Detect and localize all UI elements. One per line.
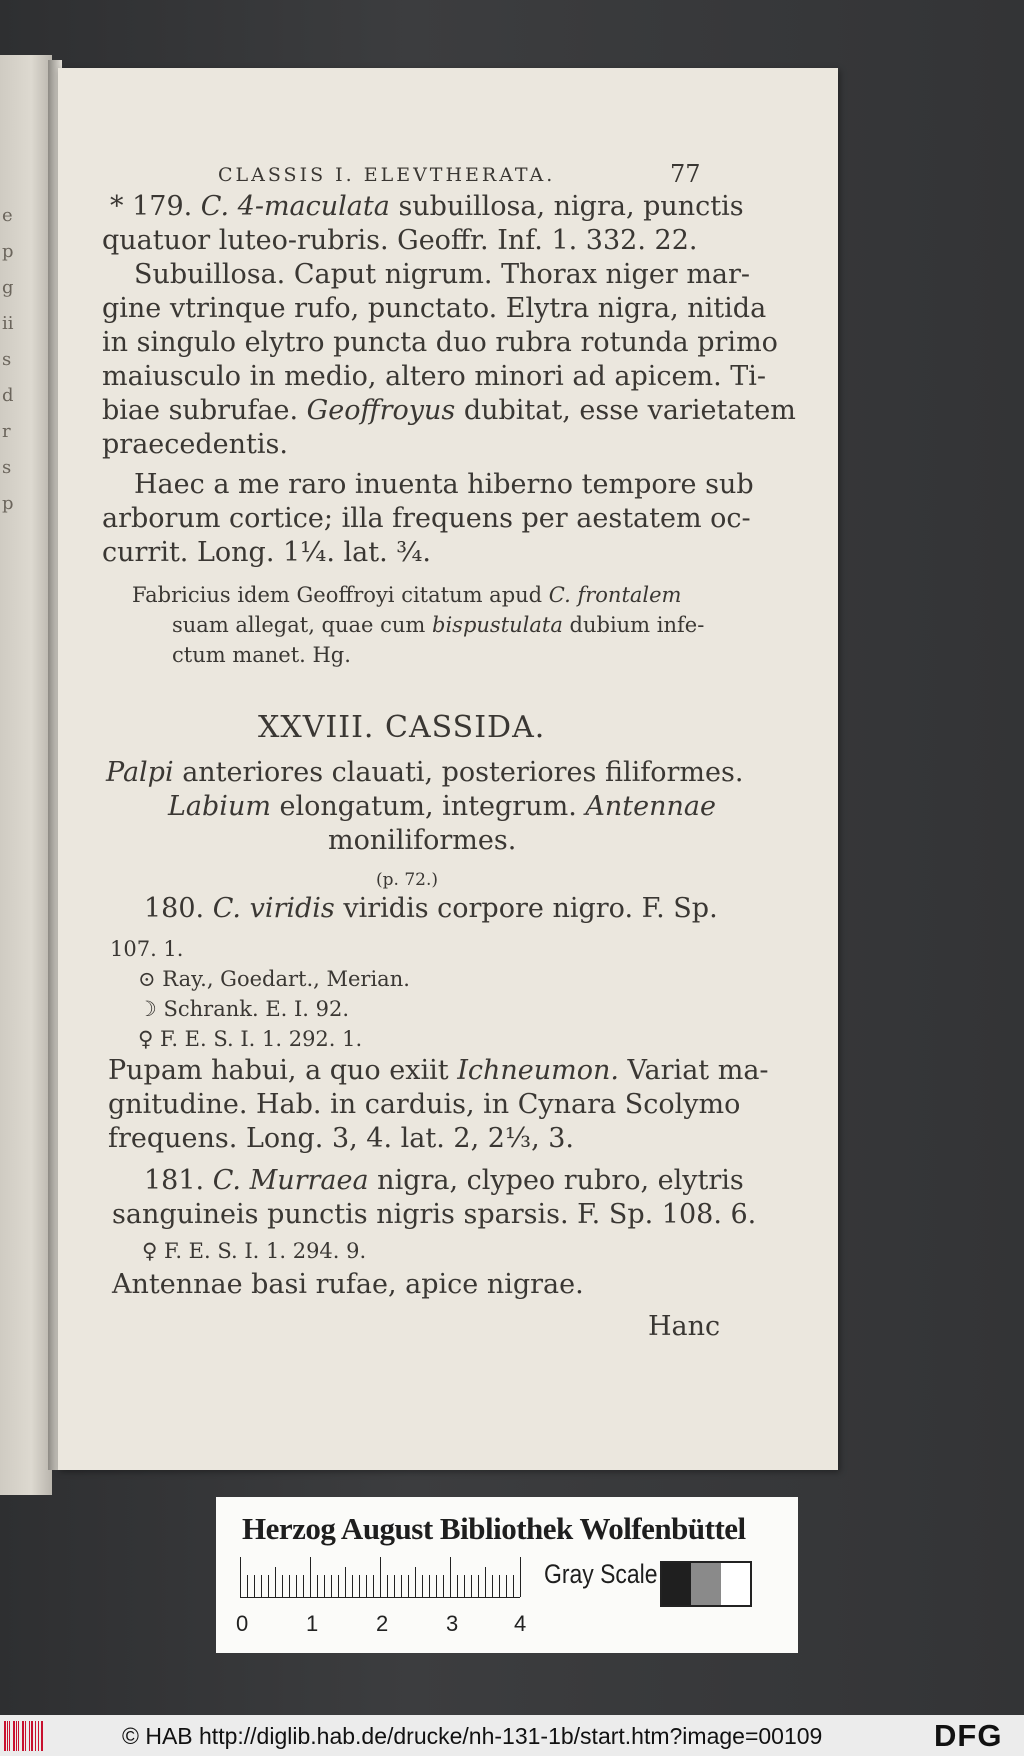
ruler-tick (450, 1557, 451, 1597)
ruler-tick (506, 1575, 507, 1597)
ruler-tick (240, 1557, 241, 1597)
barcode-bar (9, 1721, 10, 1751)
ruler-tick (401, 1575, 402, 1597)
palpi-line-1 (106, 756, 743, 790)
ruler-tick (282, 1575, 283, 1597)
pupam-line-1 (108, 1054, 769, 1088)
note-text: suam allegat, quae cum (172, 613, 433, 637)
book-page (58, 68, 838, 1470)
palpi-text: anteriores clauati, posteriores filiformes. (173, 757, 744, 788)
ruler-tick (485, 1567, 486, 1597)
ruler (240, 1557, 530, 1607)
ruler-tick (436, 1575, 437, 1597)
ruler-tick (443, 1575, 444, 1597)
previous-page-letter: p (2, 241, 14, 262)
desc-179-line-6: praecedentis. (102, 429, 288, 460)
barcode-bar (25, 1721, 26, 1751)
previous-page-letter: d (2, 385, 14, 406)
term: Palpi (106, 757, 174, 788)
ruler-tick (366, 1575, 367, 1597)
entry-179-line-1 (110, 190, 744, 224)
palpi-line-2 (168, 790, 716, 824)
ruler-number-0: 0 (236, 1611, 249, 1636)
desc-179-line-5 (102, 394, 796, 428)
entry-180-line-1 (144, 892, 718, 926)
palpi-text: elongatum, integrum. (270, 791, 586, 822)
ruler-tick (331, 1575, 332, 1597)
entry-number: 181. (144, 1165, 213, 1196)
desc-text: dubitat, esse varietatem (455, 395, 796, 426)
ruler-tick (394, 1575, 395, 1597)
ruler-tick (289, 1575, 290, 1597)
fabricius-line-3: ctum manet. Hg. (172, 643, 351, 667)
ruler-tick (408, 1575, 409, 1597)
term: Labium (168, 791, 271, 822)
desc-179-line-1: Subuillosa. Caput nigrum. Thorax niger mar- (134, 259, 751, 290)
desc-179-line-4: maiusculo in medio, altero minori ad apicem. Ti- (102, 361, 767, 392)
ref-180-3: ♀ F. E. S. I. 1. 292. 1. (138, 1027, 363, 1051)
entry-181-antennae: Antennae basi rufae, apice nigrae. (112, 1269, 584, 1300)
ref-181: ♀ F. E. S. I. 1. 294. 9. (142, 1239, 367, 1263)
term: Antennae (585, 791, 716, 822)
barcode-bar (7, 1721, 8, 1751)
running-head: CLASSIS I. ELEVTHERATA. (218, 164, 556, 186)
ruler-tick (352, 1575, 353, 1597)
ruler-tick (247, 1575, 248, 1597)
barcode-bar (13, 1721, 15, 1751)
color-target-stamp (216, 1497, 798, 1653)
dfg-logo: DFG (934, 1718, 1003, 1753)
entry-number: * 179. (110, 191, 201, 222)
barcode-bar (16, 1721, 17, 1751)
previous-page-letter: g (2, 277, 14, 298)
gray-scale-swatch (660, 1561, 752, 1607)
ruler-tick (275, 1567, 276, 1597)
ruler-tick (338, 1575, 339, 1597)
barcode-bar (41, 1721, 43, 1751)
previous-page-letter: s (2, 457, 12, 478)
barcode-bar (4, 1721, 6, 1751)
entry-181-line-1 (144, 1164, 744, 1198)
ruler-tick (499, 1575, 500, 1597)
barcode-bar (18, 1721, 19, 1751)
ruler-tick (457, 1575, 458, 1597)
desc-179-line-2: gine vtrinque rufo, punctato. Elytra nigra, nitida (102, 293, 767, 324)
entry-181-line-2: sanguineis punctis nigris sparsis. F. Sp. 108. 6. (112, 1199, 757, 1230)
ruler-tick (254, 1575, 255, 1597)
fabricius-line-2 (172, 610, 704, 640)
barcode-bar (29, 1721, 30, 1751)
species-name: C. Murraea (212, 1165, 369, 1196)
note-text: dubium infe- (562, 613, 705, 637)
gray-swatch (662, 1563, 691, 1605)
ruler-tick (268, 1575, 269, 1597)
note-text: Fabricius idem Geoffroyi citatum apud (132, 583, 549, 607)
ruler-tick (303, 1575, 304, 1597)
species-name: C. viridis (212, 893, 335, 924)
ruler-tick (513, 1575, 514, 1597)
barcode-bar (31, 1721, 33, 1751)
desc-179-line-3: in singulo elytro puncta duo rubra rotunda primo (102, 327, 778, 358)
ruler-tick (422, 1575, 423, 1597)
haec-line-1: Haec a me raro inuenta hiberno tempore sub (134, 469, 754, 500)
ruler-tick (520, 1557, 521, 1597)
ref-180-1: ⊙ Ray., Goedart., Merian. (138, 967, 410, 991)
ruler-tick (429, 1575, 430, 1597)
genus-heading: XXVIII. CASSIDA. (258, 710, 546, 745)
ruler-tick (464, 1575, 465, 1597)
ruler-tick (317, 1575, 318, 1597)
pupam-line-2: gnitudine. Hab. in carduis, in Cynara Scolymo (108, 1089, 741, 1120)
previous-page-letter: ii (2, 313, 14, 334)
ruler-tick (324, 1575, 325, 1597)
entry-text: viridis corpore nigro. F. Sp. (334, 893, 718, 924)
ruler-number-2: 2 (376, 1611, 389, 1636)
pupam-text: Pupam habui, a quo exiit (108, 1055, 458, 1086)
barcode-icon (4, 1721, 46, 1751)
ruler-tick (373, 1575, 374, 1597)
palpi-line-3: moniliformes. (328, 825, 517, 856)
barcode-bar (22, 1721, 24, 1751)
previous-page-edge (0, 55, 52, 1495)
desc-text: biae subrufae. (102, 395, 307, 426)
ruler-tick (387, 1575, 388, 1597)
page-number: 77 (670, 160, 701, 188)
gray-scale-label: Gray Scale (544, 1559, 658, 1589)
ruler-number-3: 3 (446, 1611, 459, 1636)
entry-179-line-2: quatuor luteo-rubris. Geoffr. Inf. 1. 332. 22. (102, 225, 698, 256)
ref-180-2: ☽ Schrank. E. I. 92. (138, 997, 350, 1021)
pupam-text: Variat ma- (618, 1055, 769, 1086)
ruler-tick (261, 1575, 262, 1597)
ruler-tick (310, 1557, 311, 1597)
species-name: C. frontalem (548, 583, 682, 607)
entry-text: nigra, clypeo rubro, elytris (368, 1165, 744, 1196)
ruler-number-1: 1 (306, 1611, 319, 1636)
fabricius-line-1 (132, 580, 681, 610)
previous-page-letter: r (2, 421, 11, 442)
ruler-tick (296, 1575, 297, 1597)
ruler-tick (471, 1575, 472, 1597)
barcode-bar (38, 1721, 39, 1751)
ruler-tick (345, 1567, 346, 1597)
ruler-tick (359, 1575, 360, 1597)
author-name: Geoffroyus (306, 395, 456, 426)
plate-reference: (p. 72.) (376, 870, 438, 890)
gray-swatch (721, 1563, 750, 1605)
ruler-tick (415, 1567, 416, 1597)
gray-swatch (691, 1563, 720, 1605)
source-link[interactable]: © HAB http://diglib.hab.de/drucke/nh-131-1b/start.htm?image=00109 (122, 1723, 823, 1749)
pupam-line-3: frequens. Long. 3, 4. lat. 2, 2⅓, 3. (108, 1123, 575, 1154)
ruler-tick (478, 1575, 479, 1597)
entry-number: 180. (144, 893, 213, 924)
entry-180-line-2: 107. 1. (110, 937, 184, 961)
ruler-tick (380, 1557, 381, 1597)
institution-name: Herzog August Bibliothek Wolfenbüttel (242, 1511, 746, 1546)
previous-page-letter: e (2, 205, 13, 226)
previous-page-letter: p (2, 493, 14, 514)
species-name: bispustulata (432, 613, 563, 637)
haec-line-2: arborum cortice; illa frequens per aestatem oc- (102, 503, 751, 534)
barcode-bar (35, 1721, 36, 1751)
species-name: C. 4-maculata (200, 191, 390, 222)
genus-name: Ichneumon. (457, 1055, 619, 1086)
haec-line-3: currit. Long. 1¼. lat. ¾. (102, 537, 432, 568)
ruler-number-4: 4 (514, 1611, 527, 1636)
ruler-tick (492, 1575, 493, 1597)
catchword: Hanc (648, 1311, 721, 1342)
footer-bar (0, 1715, 1024, 1756)
previous-page-letter: s (2, 349, 12, 370)
entry-text: subuillosa, nigra, punctis (389, 191, 744, 222)
